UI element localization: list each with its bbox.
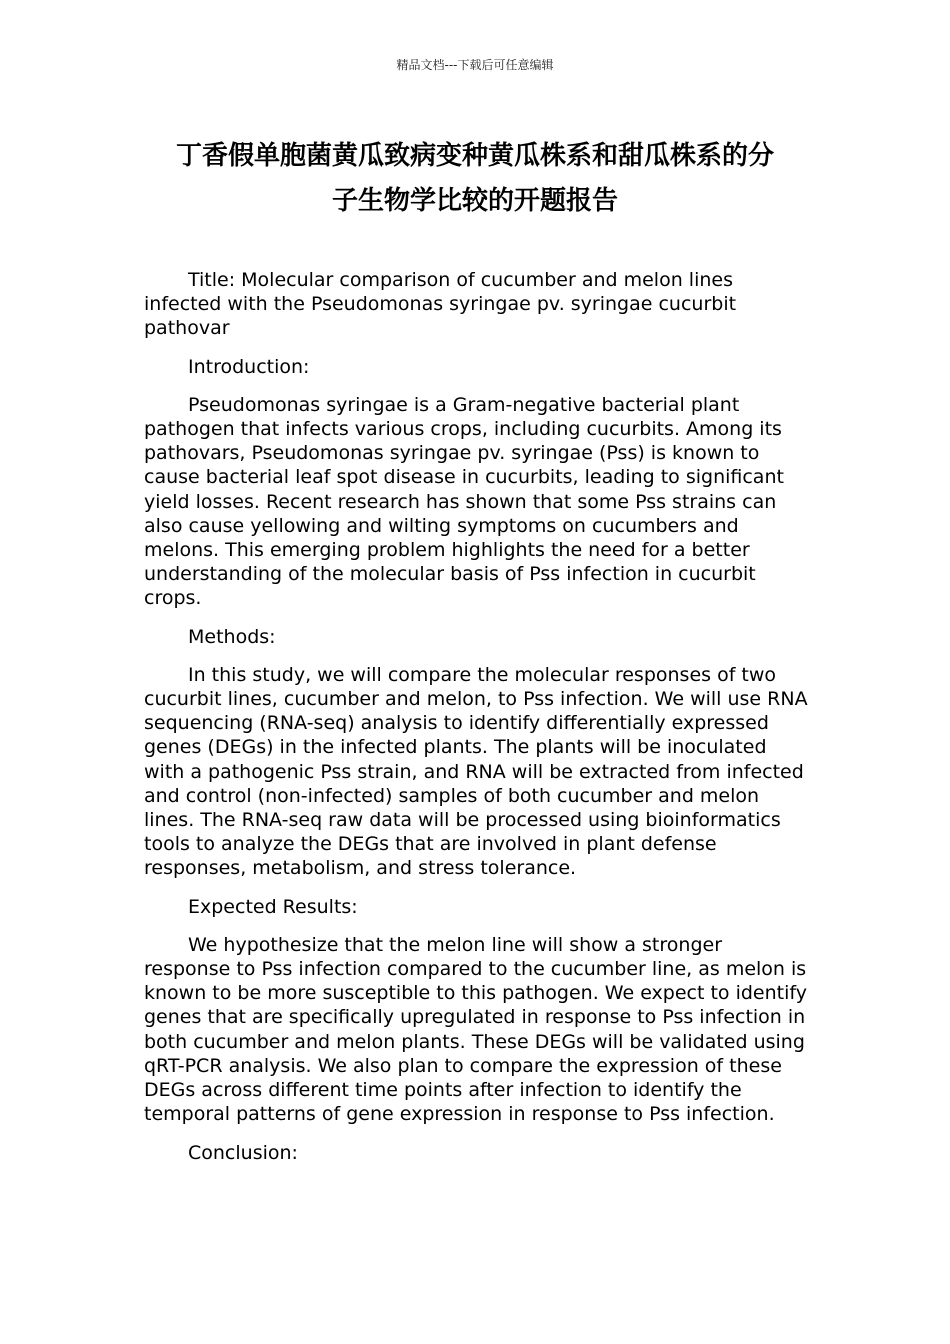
- title-line-1: 丁香假单胞菌黄瓜致病变种黄瓜株系和甜瓜株系的分: [175, 141, 774, 171]
- heading-introduction: Introduction:: [188, 355, 310, 378]
- paragraph-expected-results: We hypothesize that the melon line will show a stronger response to Pss infection compared to the cucumber line, as melon is known to be more susceptible to this pathogen. We expect to identify genes that are specifically upregulated in response to Pss infection in both cucumber and melon plants. These DEGs will be validated using qRT-PCR analysis. We also plan to compare the expression of these DEGs across different time points after infection to identify the temporal patterns of gene expression in response to Pss infection.: [144, 933, 807, 1126]
- paragraph-methods: In this study, we will compare the molecular responses of two cucurbit lines, cucumber and melon, to Pss infection. We will use RNA sequencing (RNA-seq) analysis to identify differentially expressed genes (DEGs) in the infected plants. The plants will be inoculated with a pathogenic Pss strain, and RNA will be extracted from infected and control (non-infected) samples of both cucumber and melon lines. The RNA-seq raw data will be processed using bioinformatics tools to analyze the DEGs that are involved in plant defense responses, metabolism, and stress tolerance.: [144, 663, 808, 880]
- title-line-2: 子生物学比较的开题报告: [331, 186, 618, 216]
- document-body: [144, 268, 808, 1179]
- paragraph-introduction: Pseudomonas syringae is a Gram-negative bacterial plant pathogen that infects various crops, including cucurbits. Among its pathovars, Pseudomonas syringae pv. syringae (Pss) is known to cause bacterial leaf spot disease in cucurbits, leading to significant yield losses. Recent research has shown that some Pss strains can also cause yellowing and wilting symptoms on cucumbers and melons. This emerging problem highlights the need for a better understanding of the molecular basis of Pss infection in cucurbit crops.: [144, 393, 784, 610]
- paragraph-title: Title: Molecular comparison of cucumber and melon lines infected with the Pseudomonas syringae pv. syringae cucurbit pathovar: [144, 269, 737, 340]
- heading-conclusion: Conclusion:: [188, 1141, 298, 1164]
- heading-methods: Methods:: [188, 625, 276, 648]
- header-note: 精品文档---下载后可任意编辑: [396, 58, 554, 72]
- document-title: [140, 134, 810, 224]
- heading-expected-results: Expected Results:: [188, 895, 358, 918]
